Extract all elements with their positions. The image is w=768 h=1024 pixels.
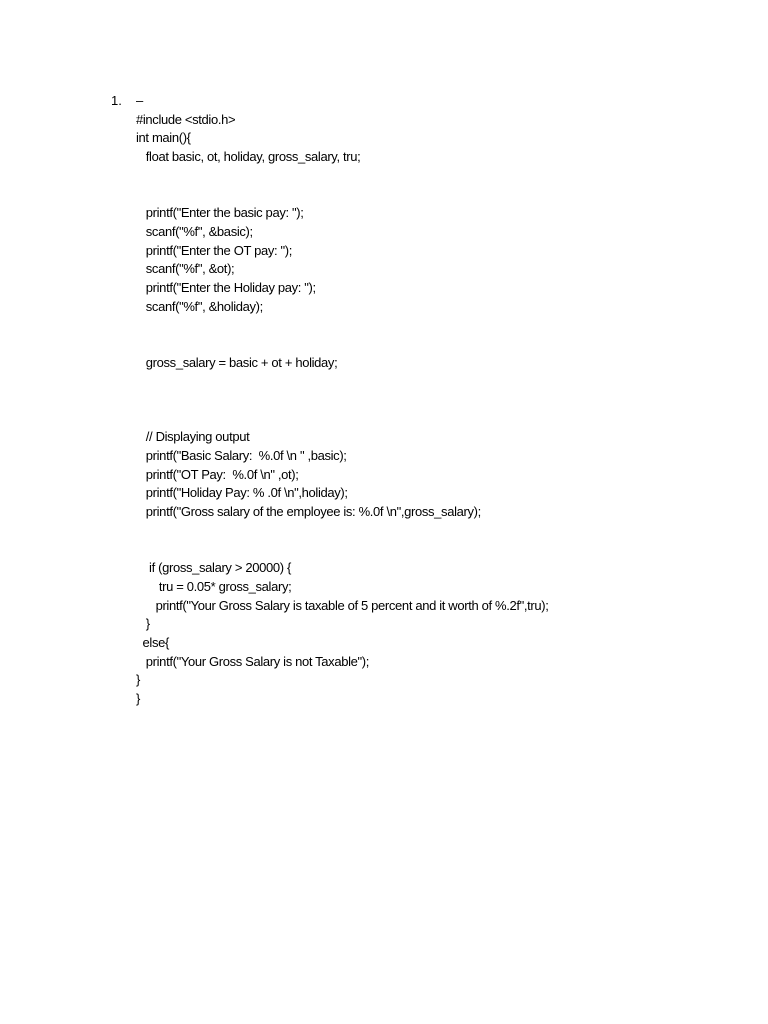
- code-line: printf("Enter the basic pay: ");: [136, 205, 304, 221]
- code-line: scanf("%f", &holiday);: [136, 298, 263, 314]
- code-line: printf("Enter the Holiday pay: ");: [136, 279, 316, 295]
- code-line: [136, 316, 549, 335]
- code-line: printf("OT Pay: %.0f \n" ,ot);: [136, 466, 299, 482]
- code-line: tru = 0.05* gross_salary;: [136, 578, 292, 594]
- code-line: printf("Enter the OT pay: ");: [136, 242, 293, 258]
- code-line: [136, 372, 549, 391]
- code-line: int main(){: [136, 130, 191, 146]
- code-block: [136, 92, 549, 709]
- code-line: printf("Holiday Pay: % .0f \n",holiday);: [136, 485, 348, 501]
- code-line: scanf("%f", &ot);: [136, 261, 235, 277]
- code-line: scanf("%f", &basic);: [136, 223, 253, 239]
- code-line: printf("Your Gross Salary is not Taxable");: [136, 653, 370, 669]
- list-number: 1.: [111, 93, 122, 108]
- code-line: // Displaying output: [136, 429, 250, 445]
- code-line: –: [136, 93, 143, 108]
- code-line: }: [136, 672, 140, 688]
- code-line: }: [136, 616, 150, 632]
- code-line: [136, 167, 549, 186]
- code-line: else{: [136, 634, 169, 650]
- code-line: gross_salary = basic + ot + holiday;: [136, 354, 338, 370]
- code-line: [136, 522, 549, 541]
- code-line: }: [136, 691, 140, 706]
- code-line: printf("Gross salary of the employee is: %.0f \n",gross_salary);: [136, 504, 481, 520]
- code-line: [136, 391, 549, 410]
- code-line: printf("Basic Salary: %.0f \n " ,basic);: [136, 448, 347, 464]
- code-line: #include <stdio.h>: [136, 111, 236, 127]
- code-line: printf("Your Gross Salary is taxable of 5 percent and it worth of %.2f",tru);: [136, 597, 549, 613]
- code-line: [136, 185, 549, 204]
- code-line: float basic, ot, holiday, gross_salary, tru;: [136, 149, 361, 165]
- code-line: if (gross_salary > 20000) {: [136, 560, 291, 576]
- code-line: [136, 410, 549, 429]
- code-line: [136, 335, 549, 354]
- code-line: [136, 541, 549, 560]
